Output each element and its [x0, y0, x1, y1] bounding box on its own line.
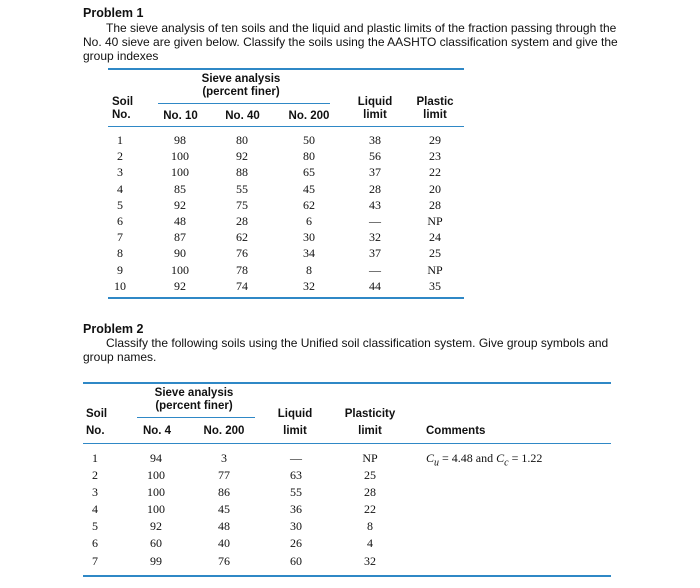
table-cell: 48: [218, 519, 230, 534]
table-cell: 20: [429, 181, 441, 196]
table-cell: 32: [303, 278, 315, 293]
table-cell: 36: [290, 502, 302, 517]
problem1-title: Problem 1: [83, 6, 144, 20]
table-cell: 1: [92, 451, 98, 465]
table-cell: 86: [218, 485, 230, 500]
table2-liquid-column: [278, 450, 314, 570]
table-cell: 4: [117, 181, 123, 196]
table2-plasticity-column: [352, 450, 388, 570]
table-cell: 88: [236, 165, 248, 180]
table-cell: 8: [367, 519, 373, 534]
table-cell: 62: [236, 230, 248, 245]
table-cell: NP: [427, 262, 443, 277]
table2-comments-header: Comments: [426, 425, 486, 437]
table-cell: 76: [236, 246, 248, 261]
table-cell: 7: [117, 230, 123, 245]
table1-liquid-column: [357, 132, 393, 294]
table-cell: 5: [92, 519, 98, 534]
table-cell: NP: [362, 451, 378, 465]
table-cell: 100: [147, 502, 165, 517]
table2-header-rule: [83, 443, 611, 444]
table1-header-rule: [108, 126, 464, 127]
table-cell: 25: [429, 246, 441, 261]
table-cell: 76: [218, 553, 230, 568]
table-cell: 7: [92, 553, 98, 568]
table-cell: 45: [218, 502, 230, 517]
cc-subscript: c: [504, 457, 509, 469]
cc-value: = 1.22: [508, 451, 543, 465]
table-cell: 23: [429, 149, 441, 164]
table-cell: 74: [236, 278, 248, 293]
table-cell: 28: [236, 213, 248, 228]
table1-sieve-group-rule: [158, 103, 330, 104]
table-cell: 65: [303, 165, 315, 180]
table2-sieve-group-rule: [137, 417, 255, 418]
table-cell: 6: [117, 213, 123, 228]
table2-no200-header: No. 200: [203, 425, 245, 437]
table-cell: 38: [369, 133, 381, 147]
problem1-text: The sieve analysis of ten soils and the liquid and plastic limits of the fraction passing through the No. 40 sieve are given below. Classify the soils using the AASHTO classification system and give the group indexes: [83, 21, 618, 63]
table-cell: 62: [303, 197, 315, 212]
table-cell: 35: [429, 278, 441, 293]
table-cell: 3: [117, 165, 123, 180]
problem2-title: Problem 2: [83, 322, 144, 336]
table-cell: 24: [429, 230, 441, 245]
table-cell: 94: [150, 451, 162, 465]
table-cell: 37: [369, 246, 381, 261]
table-cell: 6: [92, 536, 98, 551]
cc-symbol: C: [496, 451, 505, 465]
table1-plastic-header-line1: Plastic: [416, 96, 454, 108]
table-cell: 56: [369, 149, 381, 164]
table1-bottom-rule: [108, 297, 464, 299]
table-cell: 60: [290, 553, 302, 568]
table-cell: 44: [369, 278, 381, 293]
table-cell: 78: [236, 262, 248, 277]
table2-soil-header: [86, 408, 107, 438]
table-cell: 87: [174, 230, 186, 245]
table1-liquid-header-line1: Liquid: [357, 96, 393, 108]
table-cell: —: [290, 451, 302, 465]
table-cell: 92: [174, 197, 186, 212]
table2-soil-column: [83, 450, 107, 570]
table-cell: 2: [117, 149, 123, 164]
table1-no200-column: [291, 132, 327, 294]
table2-liquid-header-line1: Liquid: [277, 408, 313, 420]
table-cell: 80: [236, 133, 248, 147]
table-cell: 5: [117, 197, 123, 212]
table-cell: —: [369, 213, 381, 228]
table-cell: 100: [171, 262, 189, 277]
table-cell: 92: [236, 149, 248, 164]
table-cell: 3: [221, 451, 227, 465]
table-cell: 8: [117, 246, 123, 261]
table-cell: 30: [303, 230, 315, 245]
table2-no4-column: [138, 450, 174, 570]
table-cell: 28: [369, 181, 381, 196]
table2-no200-column: [206, 450, 242, 570]
table1-liquid-header: [350, 96, 400, 122]
table-cell: 6: [306, 213, 312, 228]
table-cell: 100: [147, 485, 165, 500]
table2-sieve-group-header: [140, 387, 248, 413]
table1-sieve-header-line1: Sieve analysis: [201, 73, 281, 85]
table-cell: 50: [303, 133, 315, 147]
table2-sieve-header-line2: (percent finer): [155, 400, 233, 412]
table-cell: NP: [427, 213, 443, 228]
table2-plasticity-header-line1: Plasticity: [344, 408, 396, 420]
table-cell: 55: [236, 181, 248, 196]
table1-no40-header: No. 40: [225, 110, 260, 122]
table2-sieve-header-line1: Sieve analysis: [154, 387, 234, 399]
table-cell: 43: [369, 197, 381, 212]
problem2-text: Classify the following soils using the Unified soil classification system. Give group symbols and group names.: [83, 336, 609, 364]
table-cell: 77: [218, 468, 230, 483]
table2-soil-header-line2: No.: [86, 425, 105, 437]
table1-no10-column: [162, 132, 198, 294]
table-cell: 32: [369, 230, 381, 245]
table-cell: 25: [364, 468, 376, 483]
table2-no4-header: No. 4: [142, 425, 172, 437]
table2-top-rule: [83, 382, 611, 384]
table-cell: 92: [174, 278, 186, 293]
table1-soil-header-line2: No.: [112, 109, 131, 121]
table-cell: 10: [114, 278, 126, 293]
cu-subscript: u: [434, 457, 440, 469]
table2-comment-row1: [426, 450, 542, 471]
table-cell: 100: [171, 149, 189, 164]
table-cell: 32: [364, 553, 376, 568]
table-cell: 22: [429, 165, 441, 180]
table1-plastic-header-line2: limit: [423, 109, 447, 121]
table1-sieve-header-line2: (percent finer): [202, 86, 280, 98]
table2-plasticity-header: [338, 408, 402, 438]
table-cell: 28: [429, 197, 441, 212]
table1-plastic-header: [409, 96, 461, 122]
table2-liquid-header: [270, 408, 320, 438]
table-cell: 37: [369, 165, 381, 180]
table-cell: 63: [290, 468, 302, 483]
cu-value: = 4.48 and: [439, 451, 497, 465]
table1-liquid-header-line2: limit: [363, 109, 387, 121]
table-cell: 29: [429, 133, 441, 147]
table-cell: 28: [364, 485, 376, 500]
table-cell: 3: [92, 485, 98, 500]
table-cell: 4: [367, 536, 373, 551]
cu-symbol: C: [426, 451, 435, 465]
table-cell: 98: [174, 133, 186, 147]
table-cell: 9: [117, 262, 123, 277]
table-cell: 55: [290, 485, 302, 500]
table1-top-rule: [108, 68, 464, 70]
table-cell: —: [369, 262, 381, 277]
table-cell: 22: [364, 502, 376, 517]
table2-bottom-rule: [83, 575, 611, 577]
table-cell: 90: [174, 246, 186, 261]
table2-liquid-header-line2: limit: [283, 425, 307, 437]
table-cell: 34: [303, 246, 315, 261]
table1-no200-header: No. 200: [288, 110, 330, 122]
table-cell: 100: [171, 165, 189, 180]
table-cell: 100: [147, 468, 165, 483]
table-cell: 40: [218, 536, 230, 551]
table-cell: 8: [306, 262, 312, 277]
table-cell: 45: [303, 181, 315, 196]
table-cell: 1: [117, 133, 123, 147]
table-cell: 85: [174, 181, 186, 196]
table1-no40-column: [224, 132, 260, 294]
table-cell: 30: [290, 519, 302, 534]
table-cell: 48: [174, 213, 186, 228]
table2-plasticity-header-line2: limit: [358, 425, 382, 437]
table-cell: 60: [150, 536, 162, 551]
table-cell: 92: [150, 519, 162, 534]
table-cell: 2: [92, 468, 98, 483]
table1-soil-column: [108, 132, 132, 294]
table-cell: 26: [290, 536, 302, 551]
table-cell: 75: [236, 197, 248, 212]
table1-sieve-group-header: [186, 73, 296, 99]
table-cell: 80: [303, 149, 315, 164]
table1-soil-header: [112, 96, 133, 122]
table1-soil-header-line1: Soil: [112, 96, 134, 108]
table1-no10-header: No. 10: [163, 110, 198, 122]
table2-soil-header-line1: Soil: [86, 408, 108, 420]
table-cell: 99: [150, 553, 162, 568]
table-cell: 4: [92, 502, 98, 517]
table1-plastic-column: [417, 132, 453, 294]
